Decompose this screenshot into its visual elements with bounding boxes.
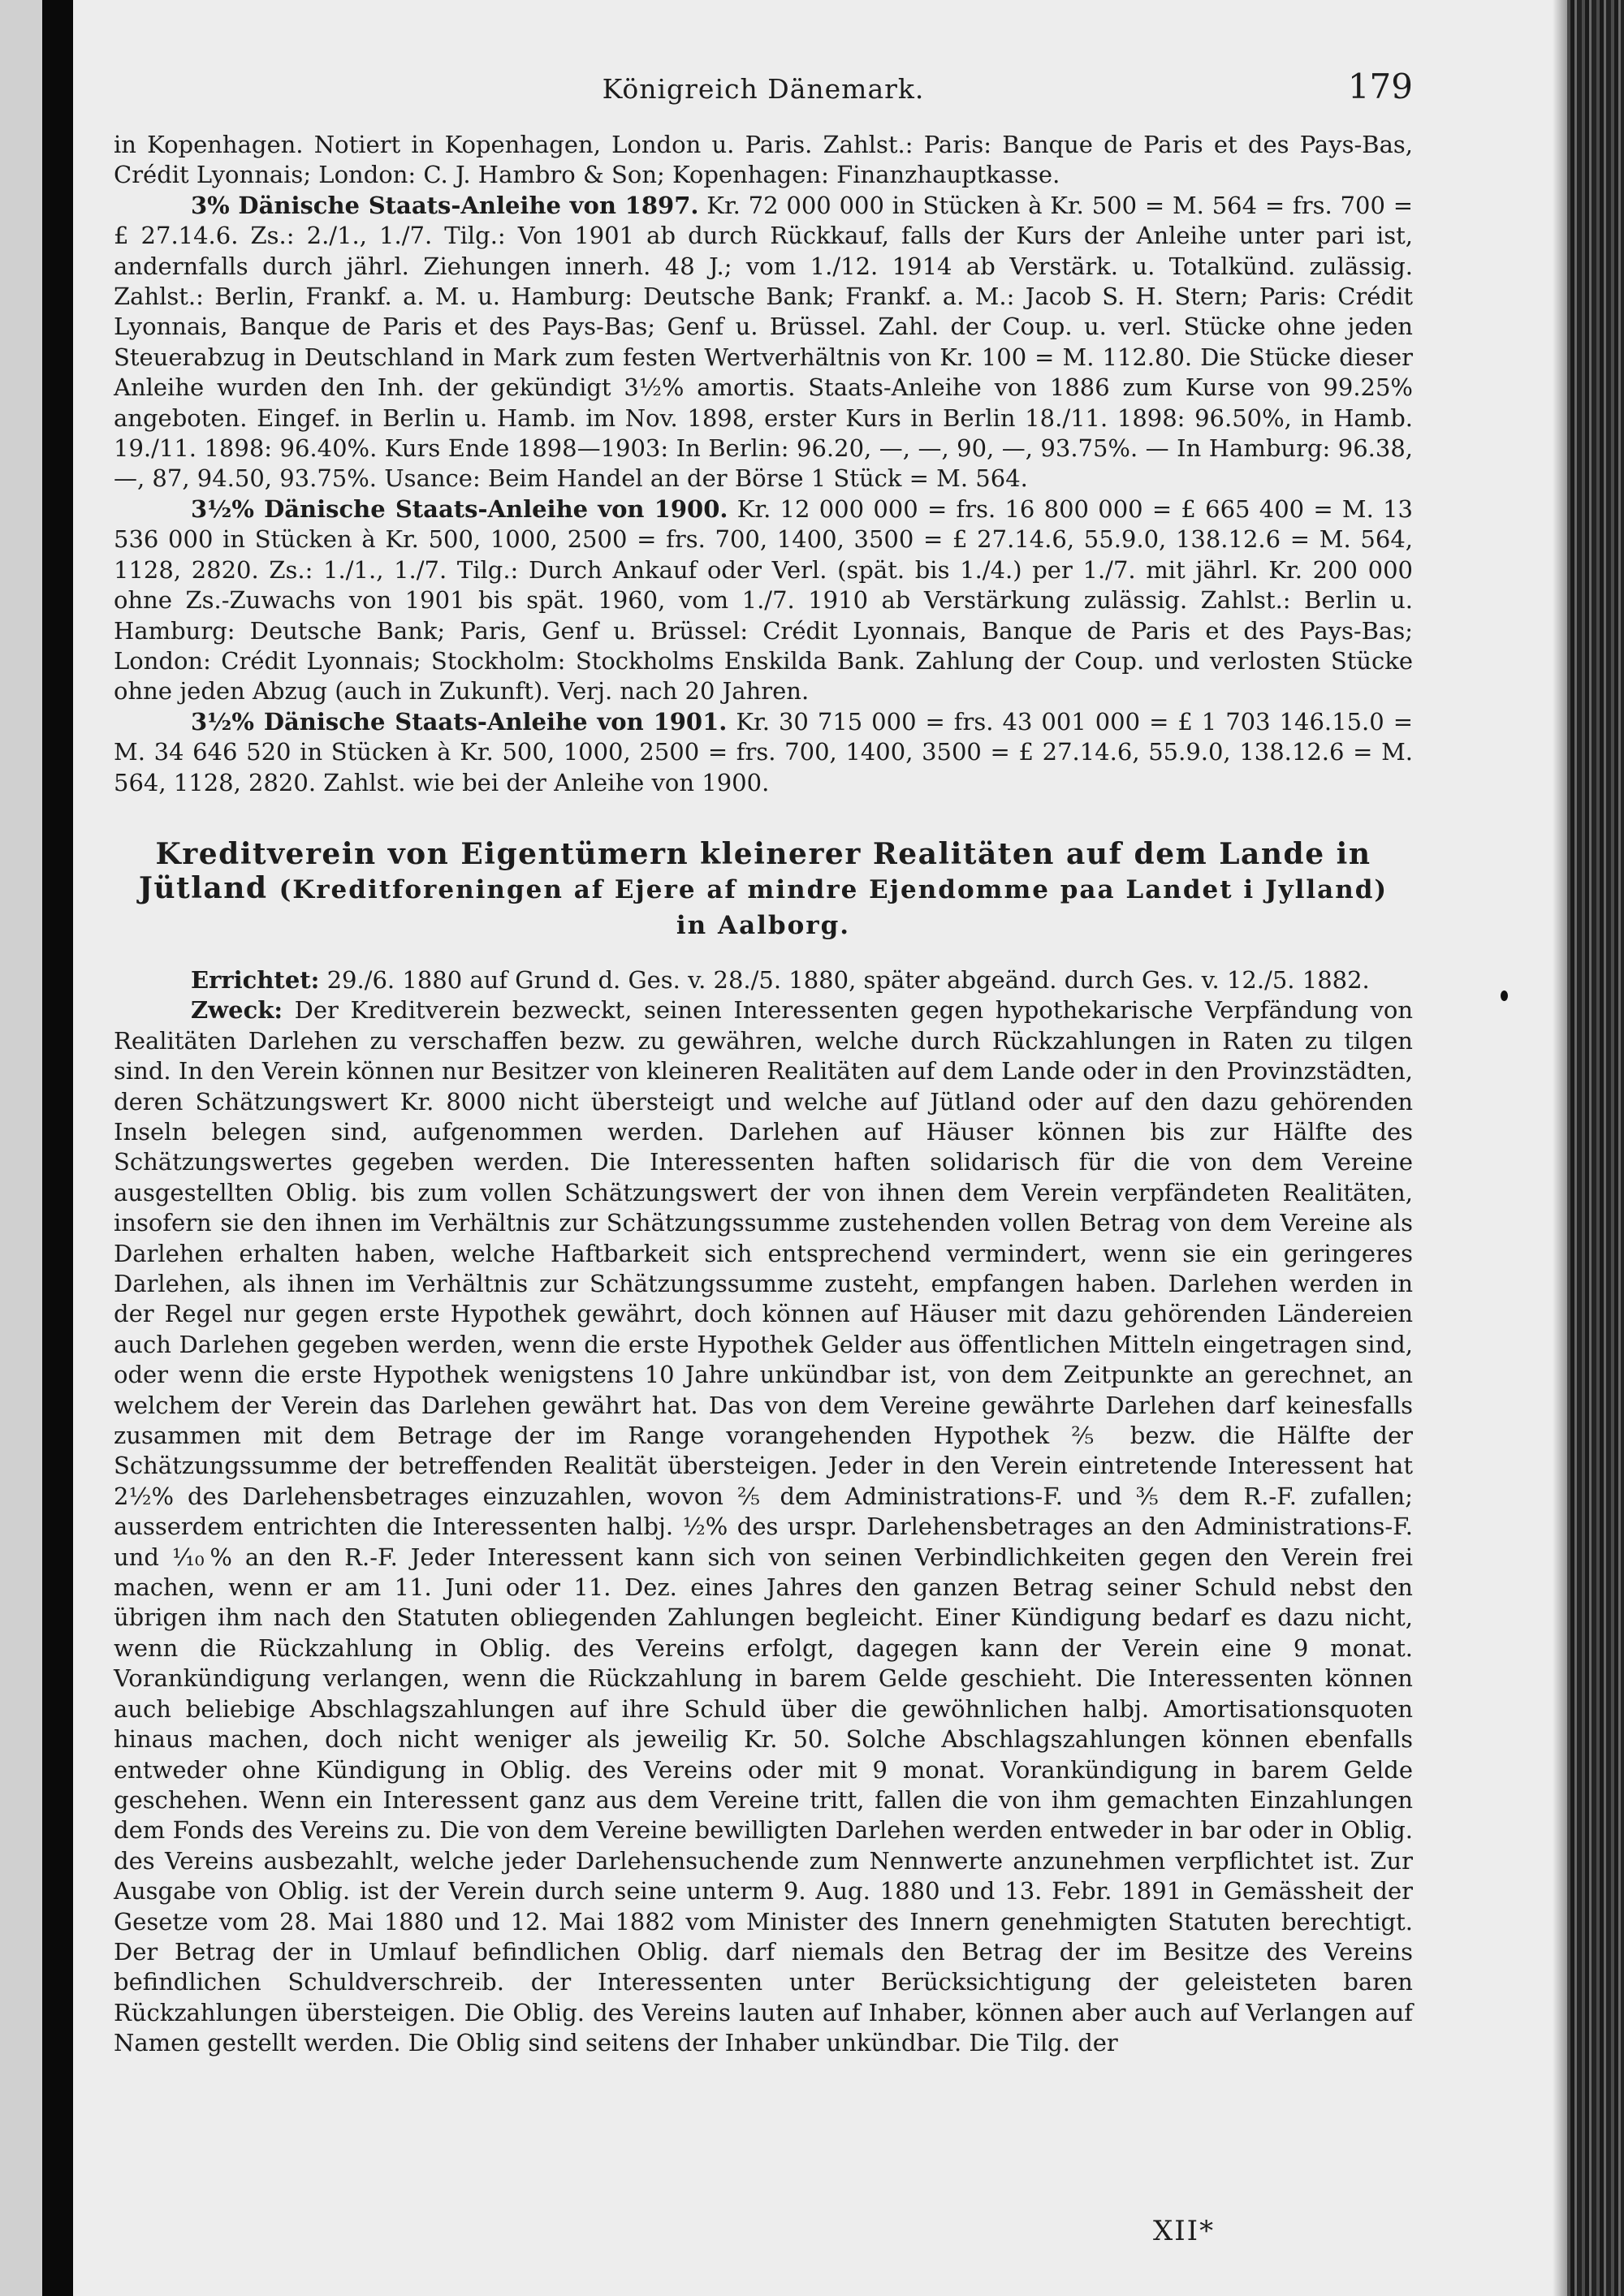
anleihe-1901-body: Kr. 30 715 000 = frs. 43 001 000 = £ 1 703 146.15.0 = M. 34 646 520 in Stücken à Kr. 500, 1000, 2500 = frs. 700, 1400, 3500 = £ 27.14.6, 55.9.0, 138.12.6 = M. 564, 1128, 2820. Zahlst. wie bei der Anleihe von 1900. — [114, 707, 1414, 796]
page-header — [114, 67, 1413, 109]
section-location: in Aalborg. — [676, 910, 851, 940]
anleihe-1901-title: 3½% Dänische Staats-Anleihe von 1901. — [191, 707, 728, 736]
paragraph-errichtet — [114, 965, 1413, 995]
scan-right-gutter-shadow — [1553, 0, 1567, 2296]
paragraph-anleihe-1901 — [114, 707, 1413, 798]
paragraph-zweck — [114, 995, 1413, 2058]
anleihe-1900-body: Kr. 12 000 000 = frs. 16 800 000 = £ 665 400 = M. 13 536 000 in Stücken à Kr. 500, 1000, 2500 = frs. 700, 1400, 3500 = £ 27.14.6, 55.9.0, 138.12.6 = M. 564, 1128, 2820. Zs.: 1./1., 1./7. Tilg.: Durch Ankauf oder Verl. (spät. bis 1./4.) per 1./7. mit jährl. Kr. 200 000 ohne Zs.-Zuwachs von 1901 bis spät. 1960, vom 1./7. 1910 ab Verstärkung zulässig. Zahlst.: Berlin u. Hamburg: Deutsche Bank; Paris, Genf u. Brüssel: Crédit Lyonnais, Banque de Paris et des Pays-Bas; London: Crédit Lyonnais; Stockholm: Stockholms Enskilda Bank. Zahlung der Coup. und verlosten Stücke ohne jeden Abzug (auch in Zukunft). Verj. nach 20 Jahren. — [114, 494, 1413, 706]
anleihe-1897-body: Kr. 72 000 000 in Stücken à Kr. 500 = M. 564 = frs. 700 = £ 27.14.6. Zs.: 2./1., 1./7. Tilg.: Von 1901 ab durch Rückkauf, falls der Kurs der Anleihe unter pari ist, andernfalls durch jährl. Ziehungen innerh. 48 J.; vom 1./12. 1914 ab Verstärk. u. Totalkünd. zulässig. Zahlst.: Berlin, Frankf. a. M. u. Hamburg: Deutsche Bank; Frankf. a. M.: Jacob S. H. Stern; Paris: Crédit Lyonnais, Banque de Paris et des Pays-Bas; Genf u. Brüssel. Zahl. der Coup. u. verl. Stücke ohne jeden Steuerabzug in Deutschland in Mark zum festen Wertverhältnis von Kr. 100 = M. 112.80. Die Stücke dieser Anleihe wurden den Inh. der gekündigt 3½% amortis. Staats-Anleihe von 1886 zum Kurse von 99.25% angeboten. Eingef. in Berlin u. Hamb. im Nov. 1898, erster Kurs in Berlin 18./11. 1898: 96.50%, in Hamb. 19./11. 1898: 96.40%. Kurs Ende 1898—1903: In Berlin: 96.20, —, —, 90, —, 93.75%. — In Hamburg: 96.38, —, 87, 94.50, 93.75%. Usance: Beim Handel an der Börse 1 Stück = M. 564. — [114, 191, 1414, 493]
section-heading — [114, 837, 1413, 943]
paragraph-anleihe-1897 — [114, 191, 1413, 494]
anleihe-1900-title: 3½% Dänische Staats-Anleihe von 1900. — [191, 494, 728, 523]
zweck-label: Zweck: — [191, 996, 283, 1025]
errichtet-label: Errichtet: — [191, 965, 320, 994]
ink-speck — [1501, 990, 1508, 1001]
errichtet-text: 29./6. 1880 auf Grund d. Ges. v. 28./5. 1880, später abgeänd. durch Ges. v. 12./5. 1882. — [326, 965, 1370, 994]
section-title: Kreditverein von Eigentümern kleinerer Realitäten auf dem Lande in Jütland — [138, 836, 1371, 905]
document-page — [114, 67, 1414, 2059]
scan-left-margin — [0, 0, 42, 2296]
zweck-text: Der Kreditverein bezweckt, seinen Interessenten gegen hypothekarische Verpfändung von Realitäten Darlehen zu verschaffen bezw. zu gewähren, welche durch Rückzahlungen in Raten zu tilgen sind. In den Verein können nur Besitzer von kleineren Realitäten auf dem Lande oder in den Provinzstädten, deren Schätzungswert Kr. 8000 nicht übersteigt und welche auf Jütland oder auf den dazu gehörenden Inseln belegen sind, aufgenommen werden. Darlehen auf Häuser können bis zur Hälfte des Schätzungswertes gegeben werden. Die Interessenten haften solidarisch für die von dem Vereine ausgestellten Oblig. bis zum vollen Schätzungswert der von ihnen dem Verein verpfändeten Realitäten, insofern sie den ihnen im Verhältnis zur Schätzungssumme zustehenden vollen Betrag von dem Vereine als Darlehen erhalten haben, welche Haftbarkeit sich entsprechend vermindert, wenn sie ein geringeres Darlehen, als ihnen im Verhältnis zur Schätzungssumme zusteht, empfangen haben. Darlehen werden in der Regel nur gegen erste Hypothek gewährt, doch können auf Häuser mit dazu gehörenden Ländereien auch Darlehen gegeben werden, wenn die erste Hypothek Gelder aus öffentlichen Mitteln eingetragen sind, oder wenn die erste Hypothek wenigstens 10 Jahre unkündbar ist, von dem Zeitpunkte an gerechnet, an welchem der Verein das Darlehen gewährt hat. Das von dem Vereine gewährte Darlehen darf keinesfalls zusammen mit dem Betrage der im Range vorangehenden Hypothek ⅖ bezw. die Hälfte der Schätzungssumme der betreffenden Realität übersteigen. Jeder in den Verein eintretende Interessent hat 2½% des Darlehensbetrages einzuzahlen, wovon ⅖ dem Administrations-F. und ⅗ dem R.-F. zufallen; ausserdem entrichten die Interessenten halbj. ½% des urspr. Darlehensbetrages an den Administrations-F. und ⅒% an den R.-F. Jeder Interessent kann sich von seinen Verbindlichkeiten gegen den Verein frei machen, wenn er am 11. Juni oder 11. Dez. eines Jahres den ganzen Betrag seiner Schuld nebst den übrigen ihm nach den Statuten obliegenden Zahlungen begleicht. Einer Kündigung bedarf es dazu nicht, wenn die Rückzahlung in Oblig. des Vereins erfolgt, dagegen kann der Verein eine 9 monat. Vorankündigung verlangen, wenn die Rückzahlung in barem Gelde geschieht. Die Interessenten können auch beliebige Abschlagszahlungen auf ihre Schuld über die gewöhnlichen halbj. Amortisationsquoten hinaus machen, doch nicht weniger als jeweilig Kr. 50. Solche Abschlagszahlungen können ebenfalls entweder ohne Kündigung in Oblig. des Vereins oder mit 9 monat. Vorankündigung in barem Gelde geschehen. Wenn ein Interessent ganz aus dem Vereine tritt, fallen die von ihm gemachten Einzahlungen dem Fonds des Vereins zu. Die von dem Vereine bewilligten Darlehen werden entweder in bar oder in Oblig. des Vereins ausbezahlt, welche jeder Darlehensuchende zum Nennwerte anzunehmen verpflichtet ist. Zur Ausgabe von Oblig. ist der Verein durch seine unterm 9. Aug. 1880 und 13. Febr. 1891 in Gemässheit der Gesetze vom 28. Mai 1880 und 12. Mai 1882 vom Minister des Innern genehmigten Statuten berechtigt. Der Betrag der in Umlauf befindlichen Oblig. darf niemals den Betrag der im Besitze des Vereins befindlichen Schuldverschreib. der Interessenten unter Berücksichtigung der geleisteten baren Rückzahlungen übersteigen. Die Oblig. des Vereins lauten auf Inhaber, können aber auch auf Verlangen auf Namen gestellt werden. Die Oblig sind seitens der Inhaber unkündbar. Die Tilg. der — [114, 996, 1413, 2057]
paragraph-intro: in Kopenhagen. Notiert in Kopenhagen, London u. Paris. Zahlst.: Paris: Banque de Paris et des Pays-Bas, Crédit Lyonnais; London: C. J. Hambro & Son; Kopenhagen: Finanzhauptkasse. — [114, 131, 1413, 189]
signature-mark: XII* — [1153, 2215, 1216, 2247]
scan-left-binding-shadow — [42, 0, 73, 2296]
scan-right-gutter — [1567, 0, 1624, 2296]
running-head: Königreich Dänemark. — [602, 73, 925, 105]
section-subtitle: (Kreditforeningen af Ejere af mindre Ejendomme paa Landet i Jylland) — [279, 874, 1389, 904]
paragraph-anleihe-1900 — [114, 494, 1413, 707]
anleihe-1897-title: 3% Dänische Staats-Anleihe von 1897. — [191, 191, 699, 219]
page-number: 179 — [1347, 67, 1413, 106]
